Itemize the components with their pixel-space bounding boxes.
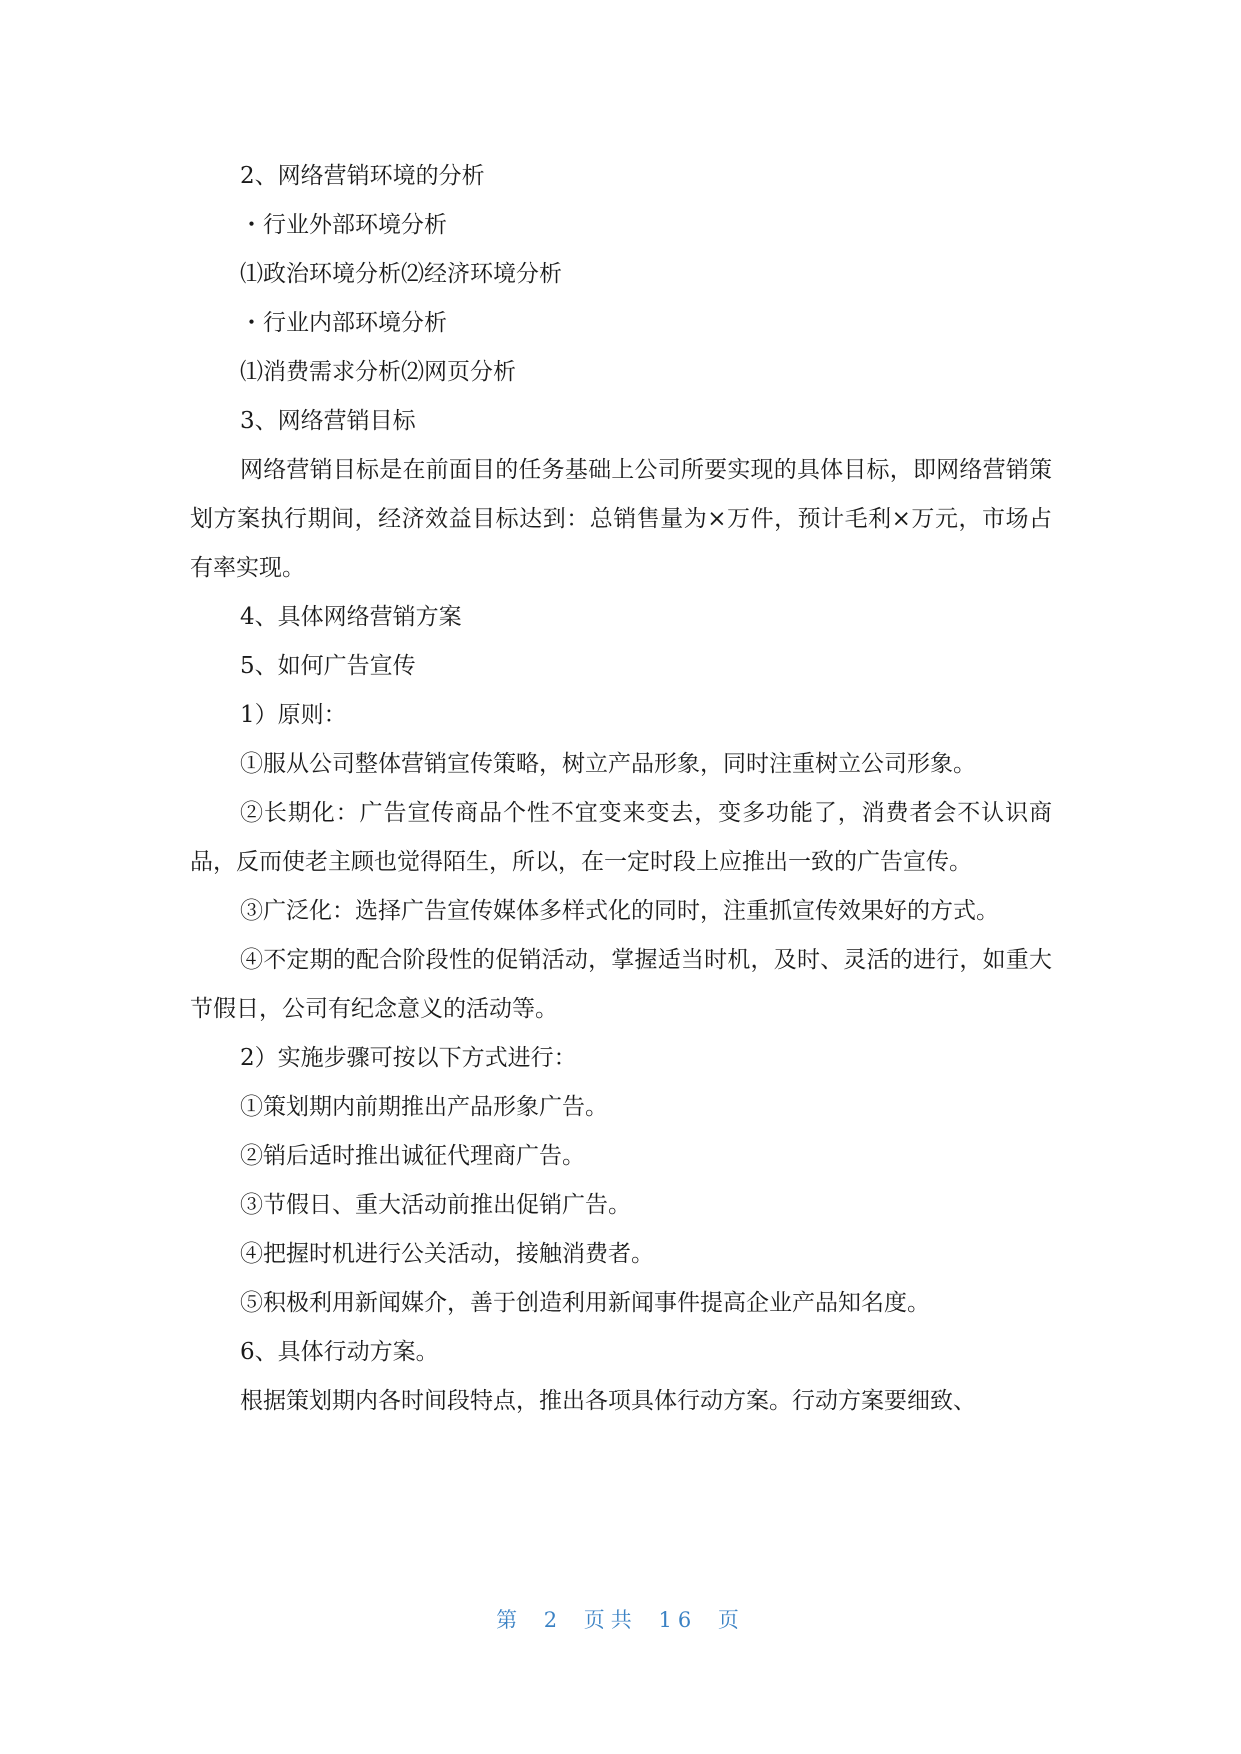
step-item: ②销后适时推出诚征代理商广告。 bbox=[240, 1143, 585, 1169]
step-item: ⑤积极利用新闻媒介，善于创造利用新闻事件提高企业产品知名度。 bbox=[240, 1290, 930, 1316]
section-heading-advertising: 5、如何广告宣传 bbox=[240, 653, 416, 679]
principle-item: ①服从公司整体营销宣传策略，树立产品形象，同时注重树立公司形象。 bbox=[240, 751, 976, 777]
principle-item: ③广泛化：选择广告宣传媒体多样式化的同时，注重抓宣传效果好的方式。 bbox=[240, 898, 999, 924]
page-number-footer: 第 2 页共 16 页 bbox=[496, 1608, 745, 1632]
actions-paragraph: 根据策划期内各时间段特点，推出各项具体行动方案。行动方案要细致、 bbox=[240, 1388, 976, 1414]
subheading-steps: 2）实施步骤可按以下方式进行： bbox=[240, 1045, 577, 1071]
step-item: ③节假日、重大活动前推出促销广告。 bbox=[240, 1192, 631, 1218]
bullet-external-analysis: ・行业外部环境分析 bbox=[240, 212, 447, 238]
section-heading-actions: 6、具体行动方案。 bbox=[240, 1339, 439, 1365]
list-item: ⑴政治环境分析⑵经济环境分析 bbox=[240, 261, 562, 287]
step-item: ①策划期内前期推出产品形象广告。 bbox=[240, 1094, 608, 1120]
section-heading-goals: 3、网络营销目标 bbox=[240, 408, 416, 434]
step-item: ④把握时机进行公关活动，接触消费者。 bbox=[240, 1241, 654, 1267]
document-body bbox=[190, 152, 1052, 1426]
list-item: ⑴消费需求分析⑵网页分析 bbox=[240, 359, 516, 385]
section-heading-plan: 4、具体网络营销方案 bbox=[240, 604, 462, 630]
section-heading-environment: 2、网络营销环境的分析 bbox=[240, 163, 485, 189]
bullet-internal-analysis: ・行业内部环境分析 bbox=[240, 310, 447, 336]
subheading-principles: 1）原则： bbox=[240, 702, 347, 728]
principle-item: ②长期化：广告宣传商品个性不宜变来变去，变多功能了，消费者会不认识商品，反而使老主顾也觉得陌生，所以，在一定时段上应推出一致的广告宣传。 bbox=[190, 800, 1052, 875]
principle-item: ④不定期的配合阶段性的促销活动，掌握适当时机，及时、灵活的进行，如重大节假日，公司有纪念意义的活动等。 bbox=[190, 947, 1052, 1022]
goals-paragraph: 网络营销目标是在前面目的任务基础上公司所要实现的具体目标，即网络营销策划方案执行期间，经济效益目标达到：总销售量为×万件，预计毛利×万元，市场占有率实现。 bbox=[190, 457, 1052, 581]
